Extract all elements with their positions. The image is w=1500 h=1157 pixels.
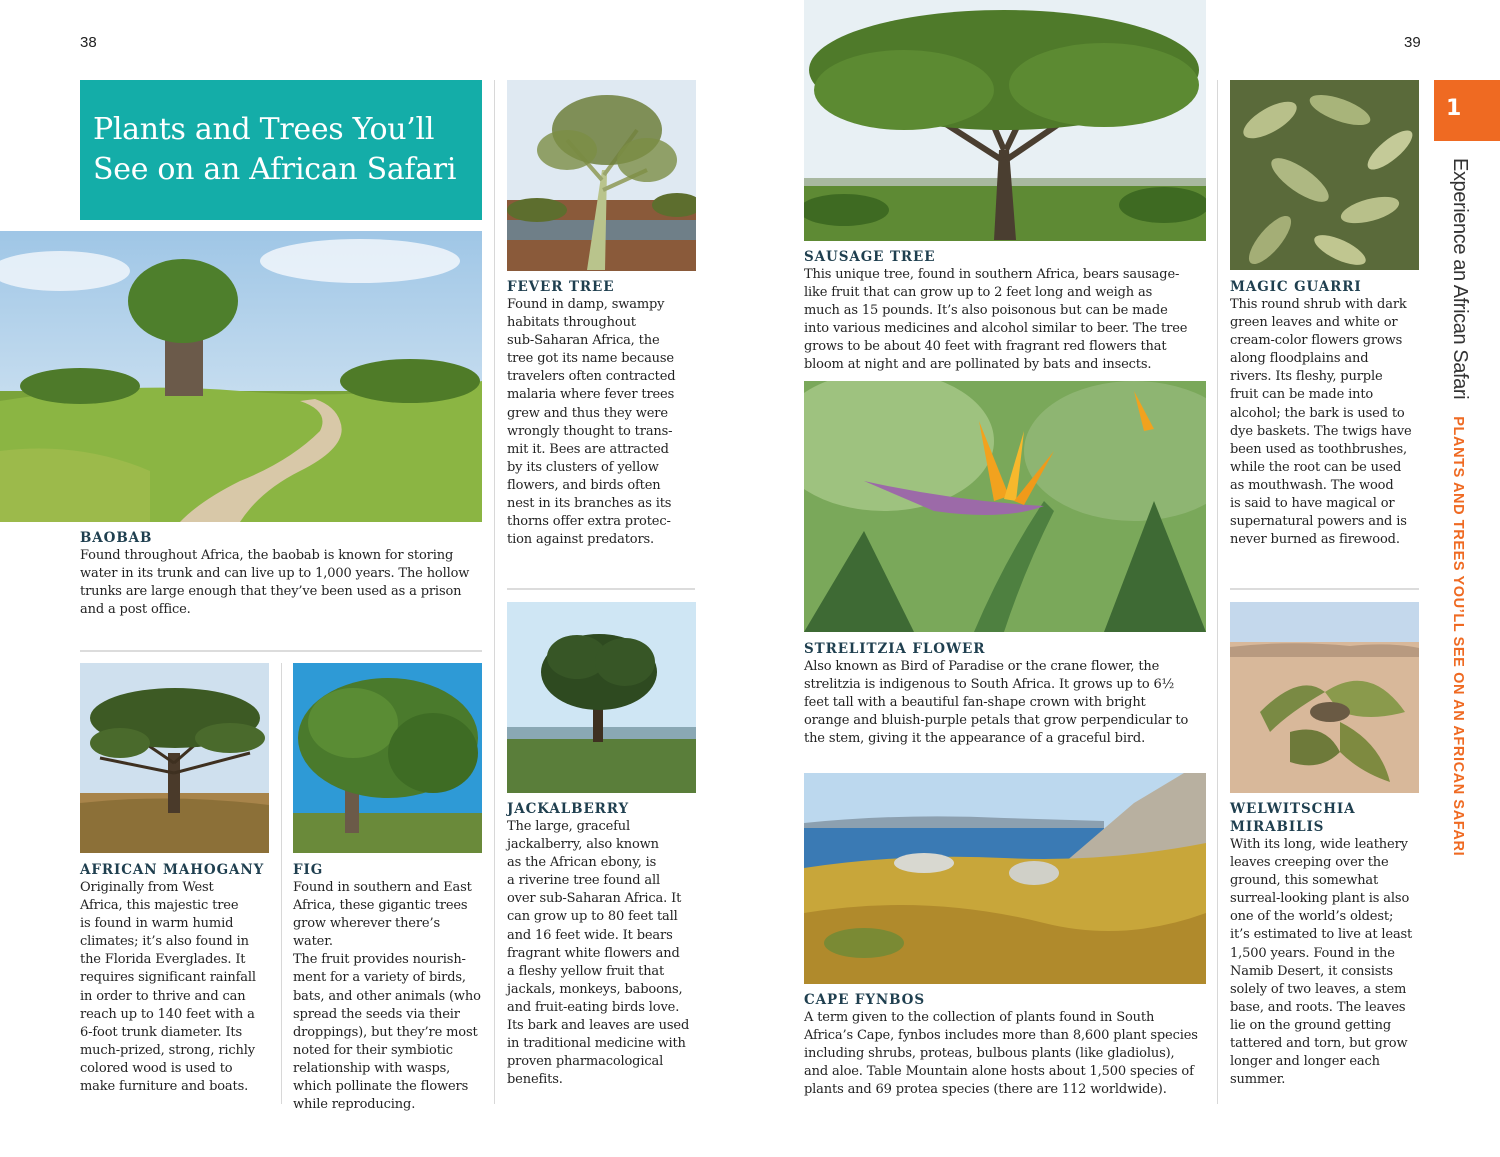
fever-tree-text-line: thorns offer extra protec- [507, 514, 671, 530]
fig-text-line: Found in southern and East [293, 880, 472, 895]
cape-fynbos-text-line: plants and 69 protea species (there are 112 worldwide). [804, 1082, 1167, 1098]
magic-guarri-text-line: while the root can be used [1230, 459, 1402, 475]
fever-tree-text-line: Found in damp, swampy [507, 297, 665, 312]
fever-tree-photo [507, 80, 696, 271]
page-title [80, 80, 482, 220]
sausage-tree-photo [804, 0, 1206, 241]
fig-text-line: The fruit provides nourish- [293, 952, 466, 968]
jackalberry-text-line: fragrant white flowers and [507, 945, 680, 961]
sausage-tree-text-line: like fruit that can grow up to 2 feet long and weigh as [804, 285, 1153, 301]
jackalberry-text-line: proven pharmacological [507, 1054, 664, 1070]
welwitschia-text-line: it’s estimated to live at least [1230, 927, 1413, 943]
african-mahogany-text-line: much-prized, strong, richly [80, 1042, 255, 1058]
sausage-tree-entry [804, 248, 1208, 375]
jackalberry-heading: JACKALBERRY [507, 801, 630, 817]
running-header [1441, 158, 1471, 857]
strelitzia-text-line: strelitzia is indigenous to South Africa. It grows up to 6½ [804, 677, 1175, 693]
welwitschia-text-line: lie on the ground getting [1230, 1017, 1392, 1033]
baobab-photo [0, 231, 482, 522]
welwitschia-text-line: 1,500 years. Found in the [1230, 945, 1395, 961]
fig-text-line: bats, and other animals (who [293, 988, 481, 1004]
baobab-text-line: trunks are large enough that they’ve been used as a prison [80, 584, 462, 600]
cape-fynbos-text-line: A term given to the collection of plants found in South [804, 1010, 1155, 1025]
welwitschia-text-line: leaves creeping over the [1230, 855, 1389, 871]
strelitzia-text-line: feet tall with a beautiful fan-shape crown with bright [804, 695, 1146, 711]
cape-fynbos-text-line: and aloe. Table Mountain alone hosts about 1,500 species of [804, 1064, 1194, 1080]
african-mahogany-text-line: colored wood is used to [80, 1060, 233, 1076]
baobab-entry [80, 529, 482, 619]
chapter-number: 1 [1446, 96, 1462, 121]
fever-tree-heading: FEVER TREE [507, 279, 615, 295]
sausage-tree-text-line: bloom at night and are pollinated by bats and insects. [804, 357, 1152, 373]
section-divider [1230, 588, 1419, 590]
welwitschia-text-line: base, and roots. The leaves [1230, 999, 1406, 1015]
cape-fynbos-text-line: including shrubs, proteas, bulbous plants (like gladiolus), [804, 1046, 1175, 1062]
jackalberry-text-line: and fruit-eating birds love. [507, 999, 680, 1015]
african-mahogany-text-line: Africa, this majestic tree [80, 898, 239, 914]
strelitzia-entry [804, 640, 1208, 748]
baobab-heading: BAOBAB [80, 530, 153, 546]
section-title: PLANTS AND TREES YOU’LL SEE ON AN AFRICAN SAFARI [1450, 416, 1466, 857]
fig-text-line: relationship with wasps, [293, 1060, 451, 1076]
magic-guarri-text-line: cream-color flowers grows [1230, 333, 1403, 349]
fig-text-line: noted for their symbiotic [293, 1042, 453, 1058]
magic-guarri-heading: MAGIC GUARRI [1230, 279, 1362, 295]
strelitzia-text-line: the stem, giving it the appearance of a graceful bird. [804, 731, 1146, 747]
fever-tree-text-line: tion against predators. [507, 532, 655, 548]
welwitschia-photo [1230, 602, 1419, 793]
jackalberry-text-line: as the African ebony, is [507, 855, 657, 871]
african-mahogany-text-line: in order to thrive and can [80, 988, 246, 1004]
jackalberry-text-line: in traditional medicine with [507, 1036, 686, 1052]
column-divider [1217, 80, 1218, 1104]
right-page-number: 39 [1404, 34, 1421, 51]
sausage-tree-text-line: much as 15 pounds. It’s also poisonous but can be made [804, 303, 1168, 319]
african-mahogany-text-line: climates; it’s also found in [80, 934, 249, 950]
fig-text-line: droppings), but they’re most [293, 1024, 478, 1040]
magic-guarri-entry [1230, 278, 1420, 549]
african-mahogany-text-line: requires significant rainfall [80, 970, 256, 986]
section-divider [80, 650, 482, 652]
fig-entry [293, 861, 483, 1114]
magic-guarri-text-line: supernatural powers and is [1230, 514, 1407, 530]
jackalberry-photo [507, 602, 696, 793]
magic-guarri-text-line: green leaves and white or [1230, 315, 1398, 331]
cape-fynbos-entry [804, 991, 1208, 1099]
strelitzia-photo [804, 381, 1206, 632]
jackalberry-text-line: a fleshy yellow fruit that [507, 963, 665, 979]
welwitschia-heading: MIRABILIS [1230, 819, 1325, 835]
jackalberry-text-line: can grow up to 80 feet tall [507, 909, 678, 925]
baobab-text-line: water in its trunk and can live up to 1,000 years. The hollow [80, 566, 470, 582]
magic-guarri-text-line: been used as toothbrushes, [1230, 441, 1407, 457]
african-mahogany-entry [80, 861, 270, 1096]
sausage-tree-heading: SAUSAGE TREE [804, 249, 936, 265]
section-divider [507, 588, 695, 590]
fever-tree-text-line: tree got its name because [507, 351, 674, 367]
welwitschia-entry [1230, 800, 1422, 1089]
fig-text-line: which pollinate the flowers [293, 1079, 469, 1095]
african-mahogany-photo [80, 663, 269, 853]
cape-fynbos-text-line: Africa’s Cape, fynbos includes more than 8,600 plant species [804, 1028, 1198, 1044]
magic-guarri-text-line: rivers. Its fleshy, purple [1230, 369, 1383, 385]
african-mahogany-text-line: is found in warm humid [80, 916, 234, 932]
column-divider [494, 80, 495, 1104]
jackalberry-text-line: Its bark and leaves are used [507, 1018, 690, 1034]
african-mahogany-text-line: make furniture and boats. [80, 1079, 249, 1095]
jackalberry-entry [507, 800, 697, 1089]
african-mahogany-text-line: Originally from West [80, 880, 214, 895]
welwitschia-text-line: longer and longer each [1230, 1054, 1380, 1070]
jackalberry-text-line: over sub-Saharan Africa. It [507, 891, 682, 907]
welwitschia-text-line: With its long, wide leathery [1230, 837, 1408, 852]
welwitschia-text-line: tattered and torn, but grow [1230, 1036, 1408, 1052]
magic-guarri-photo [1230, 80, 1419, 270]
magic-guarri-text-line: fruit can be made into [1230, 387, 1374, 403]
welwitschia-text-line: solely of two leaves, a stem [1230, 981, 1407, 997]
fever-tree-text-line: grew and thus they were [507, 405, 668, 421]
sausage-tree-text-line: into various medicines and alcohol similar to beer. The tree [804, 321, 1188, 337]
magic-guarri-text-line: never burned as firewood. [1230, 532, 1400, 548]
cape-fynbos-heading: CAPE FYNBOS [804, 992, 925, 1008]
baobab-text-line: and a post office. [80, 602, 191, 618]
magic-guarri-text-line: along floodplains and [1230, 351, 1369, 367]
page-title-line-2: See on an African Safari [93, 152, 457, 187]
magic-guarri-text-line: as mouthwash. The wood [1230, 477, 1394, 493]
welwitschia-text-line: Namib Desert, it consists [1230, 963, 1393, 979]
jackalberry-text-line: and 16 feet wide. It bears [507, 927, 673, 943]
strelitzia-text-line: Also known as Bird of Paradise or the crane flower, the [804, 659, 1160, 674]
welwitschia-text-line: one of the world’s oldest; [1230, 909, 1394, 925]
chapter-title: Experience an African Safari [1449, 158, 1471, 400]
fever-tree-text-line: habitats throughout [507, 315, 636, 331]
fig-text-line: while reproducing. [293, 1097, 416, 1113]
fever-tree-text-line: mit it. Bees are attracted [507, 441, 669, 457]
fever-tree-text-line: flowers, and birds often [507, 477, 661, 493]
sausage-tree-text-line: This unique tree, found in southern Africa, bears sausage- [804, 267, 1180, 282]
cape-fynbos-photo [804, 773, 1206, 984]
fever-tree-text-line: travelers often contracted [507, 369, 676, 385]
magic-guarri-text-line: dye baskets. The twigs have [1230, 423, 1412, 439]
fever-tree-text-line: nest in its branches as its [507, 496, 672, 512]
column-divider [281, 663, 282, 1104]
african-mahogany-heading: AFRICAN MAHOGANY [80, 862, 265, 878]
african-mahogany-text-line: reach up to 140 feet with a [80, 1006, 255, 1022]
baobab-text-line: Found throughout Africa, the baobab is known for storing [80, 548, 454, 563]
fig-text-line: spread the seeds via their [293, 1006, 460, 1022]
jackalberry-text-line: jackalberry, also known [507, 837, 659, 853]
fig-text-line: Africa, these gigantic trees [293, 898, 468, 914]
fever-tree-entry [507, 278, 695, 549]
fig-photo [293, 663, 482, 853]
fever-tree-text-line: sub-Saharan Africa, the [507, 333, 660, 349]
page-title-line-1: Plants and Trees You’ll [93, 112, 435, 147]
strelitzia-text-line: orange and bluish-purple petals that grow perpendicular to [804, 713, 1189, 729]
fig-text-line: ment for a variety of birds, [293, 970, 466, 986]
left-page-number: 38 [80, 34, 97, 51]
magic-guarri-text-line: alcohol; the bark is used to [1230, 405, 1405, 421]
jackalberry-text-line: The large, graceful [507, 819, 631, 834]
jackalberry-text-line: benefits. [507, 1072, 563, 1088]
chapter-tab [1434, 80, 1500, 141]
african-mahogany-text-line: the Florida Everglades. It [80, 952, 246, 968]
welwitschia-heading: WELWITSCHIA [1230, 801, 1356, 817]
welwitschia-text-line: surreal-looking plant is also [1230, 891, 1410, 907]
jackalberry-text-line: jackals, monkeys, baboons, [507, 981, 683, 997]
magic-guarri-text-line: This round shrub with dark [1230, 297, 1407, 312]
fever-tree-text-line: wrongly thought to trans- [507, 423, 673, 439]
african-mahogany-text-line: 6-foot trunk diameter. Its [80, 1024, 243, 1040]
fig-text-line: grow wherever there’s water. [293, 916, 440, 950]
strelitzia-heading: STRELITZIA FLOWER [804, 641, 986, 657]
fever-tree-text-line: by its clusters of yellow [507, 459, 659, 475]
jackalberry-text-line: a riverine tree found all [507, 873, 660, 889]
sausage-tree-text-line: grows to be about 40 feet with fragrant red flowers that [804, 339, 1167, 355]
fig-heading: FIG [293, 862, 324, 878]
fever-tree-text-line: malaria where fever trees [507, 387, 675, 403]
welwitschia-text-line: summer. [1230, 1072, 1286, 1088]
welwitschia-text-line: ground, this somewhat [1230, 873, 1379, 889]
magic-guarri-text-line: is said to have magical or [1230, 496, 1395, 512]
